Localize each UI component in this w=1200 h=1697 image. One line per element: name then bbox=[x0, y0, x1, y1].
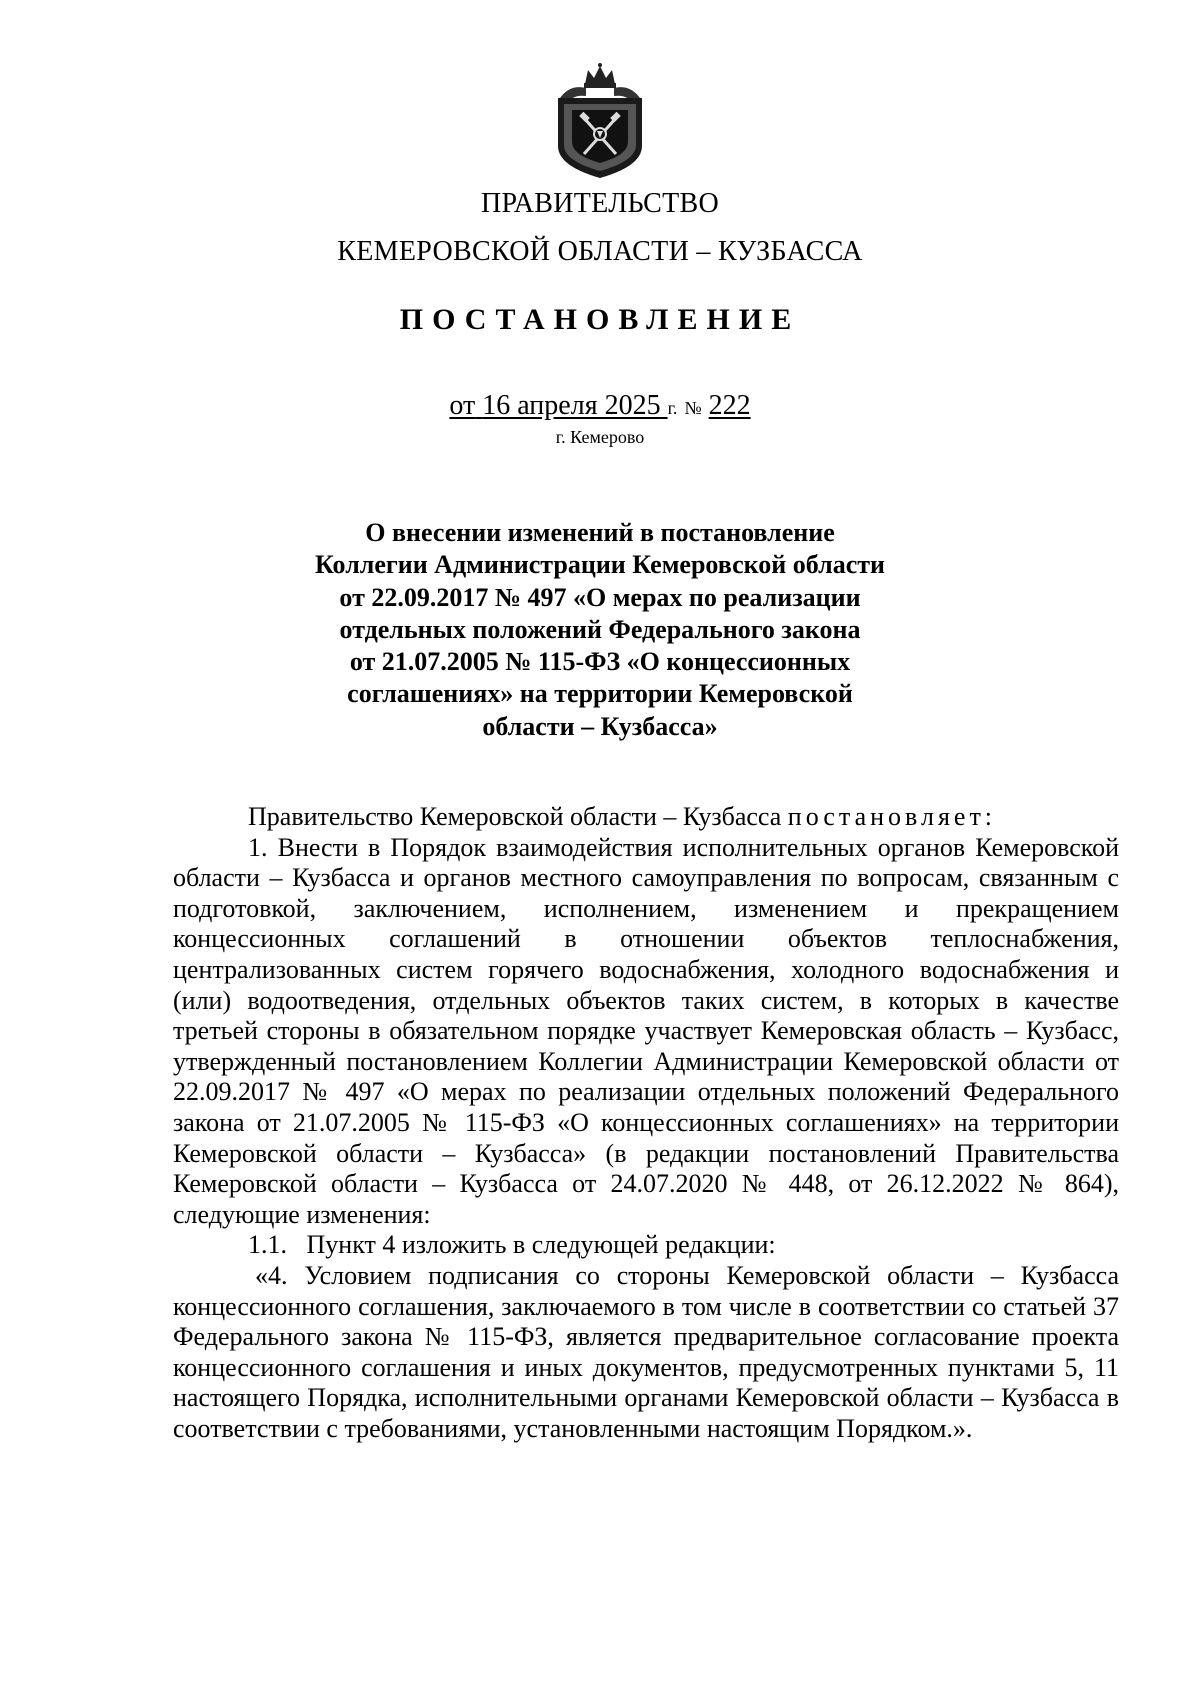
government-name-line-2: КЕМЕРОВСКОЙ ОБЛАСТИ – КУЗБАССА bbox=[337, 236, 863, 267]
document-title bbox=[300, 517, 900, 743]
title-line: соглашениях» на территории Кемеровской bbox=[347, 679, 853, 709]
title-line: Коллегии Администрации Кемеровской области bbox=[314, 550, 886, 580]
title-line: от 22.09.2017 № 497 «О мерах по реализации bbox=[339, 582, 861, 612]
number-sign: № bbox=[684, 398, 702, 418]
document-date: 16 апреля 2025 bbox=[482, 390, 661, 421]
title-line: О внесении изменений в постановление bbox=[365, 518, 835, 547]
title-line: отдельных положений Федерального закона bbox=[339, 614, 861, 644]
document-type-heading: ПОСТАНОВЛЕНИЕ bbox=[399, 303, 801, 336]
item-1-paragraph: 1. Внести в Порядок взаимодействия исполнительных органов Кемеровской области – Кузбасса и органов местного самоуправления по вопросам, связанным с подготовкой, заключением, исполнением, изменением и прекращением концессионных соглашений в отношении объектов теплоснабжения, централизованных систем горячего водоснабжения, холодного водоснабжения и (или) водоотведения, отдельных объектов таких систем, в которых в качестве третьей стороны в обязательном порядке участвует Кемеровская область – Кузбасс, утвержденный постановлением Коллегии Администрации Кемеровской области от 22.09.2017 № 497 «О мерах по реализации отдельных положений Федерального закона от 21.07.2005 № 115-ФЗ «О концессионных соглашениях» на территории Кемеровской области – Кузбасса» (в редакции постановлений Правительства Кемеровской области – Кузбасса от 24.07.2020 № 448, от 26.12.2022 № 864), следующие изменения: bbox=[173, 832, 1119, 1229]
coat-of-arms-icon bbox=[550, 62, 650, 180]
preamble-text: Правительство Кемеровской области – Кузбасса bbox=[248, 802, 782, 831]
resolves-word: постановляет: bbox=[787, 802, 997, 831]
coat-of-arms-emblem bbox=[550, 62, 650, 180]
preamble-paragraph bbox=[173, 802, 1119, 833]
quoted-paragraph: «4. Условием подписания со стороны Кемеровской области – Кузбасса концессионного соглашения, заключаемого в том числе в соответствии со статьей 37 Федерального закона № 115-ФЗ, является предварительное согласование проекта концессионного соглашения и иных документов, предусмотренных пунктами 5, 11 настоящего Порядка, исполнительными органами Кемеровской области – Кузбасса в соответствии с требованиями, установленными настоящим Порядком.». bbox=[173, 1260, 1119, 1443]
item-1-1-paragraph: 1.1. Пункт 4 изложить в следующей редакции: bbox=[248, 1230, 776, 1260]
government-name-line-1: ПРАВИТЕЛЬСТВО bbox=[480, 188, 720, 219]
title-line: области – Кузбасса» bbox=[482, 711, 718, 741]
year-suffix: г. bbox=[667, 398, 678, 418]
document-number: 222 bbox=[708, 390, 751, 421]
city-name: г. Кемерово bbox=[555, 427, 645, 447]
date-prefix: от bbox=[449, 390, 476, 421]
title-line: от 21.07.2005 № 115-ФЗ «О концессионных bbox=[349, 647, 851, 677]
document-body bbox=[173, 802, 1119, 1444]
date-number-line bbox=[0, 390, 1200, 424]
